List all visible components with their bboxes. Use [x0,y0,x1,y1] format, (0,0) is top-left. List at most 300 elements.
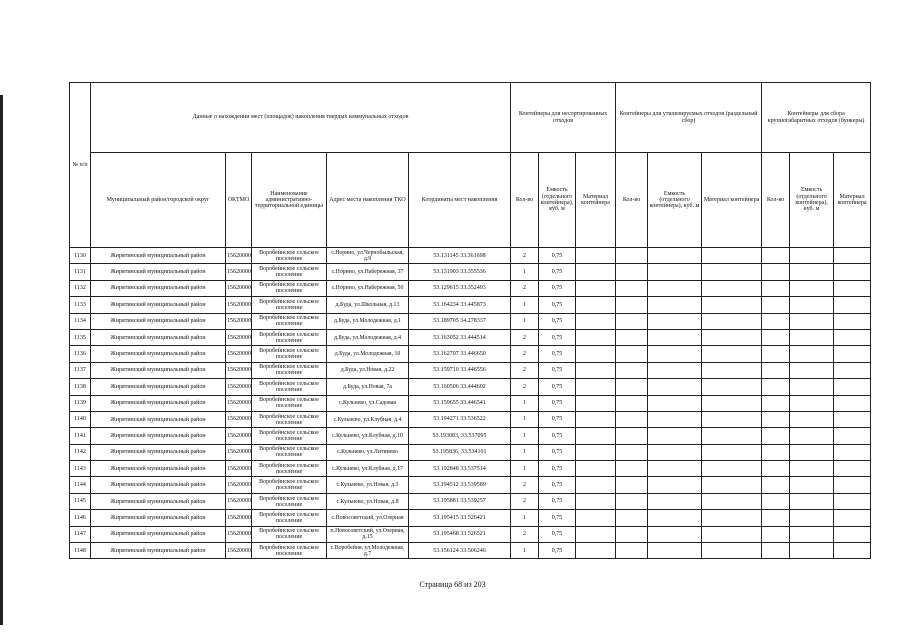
cell-bulky-volume [790,395,834,411]
cell-separate-qty [616,477,648,493]
cell-number: 1139 [70,395,91,411]
cell-bulky-material [834,395,871,411]
cell-oktmo: 15620000 [226,477,252,493]
cell-address: д.Буда, ул.Молодежная, д.1 [327,313,409,329]
col-volume-header: Емкость (отдельного контейнера), куб. м [539,153,576,248]
cell-bulky-qty [762,444,790,460]
cell-admin-unit: Воробейнское сельское поселение [252,395,327,411]
cell-volume: 0,75 [539,362,576,378]
cell-bulky-volume [790,444,834,460]
cell-bulky-material [834,543,871,559]
cell-number: 1130 [70,248,91,264]
cell-separate-qty [616,461,648,477]
cell-separate-volume [648,428,702,444]
cell-number: 1134 [70,313,91,329]
cell-separate-volume [648,313,702,329]
cell-bulky-volume [790,297,834,313]
cell-qty: 1 [511,461,539,477]
cell-coords: 53.162707 33.446650 [409,346,511,362]
cell-material [576,395,616,411]
col-oktmo-header: ОКТМО [226,153,252,248]
cell-municipality: Жирятинский муниципальный район [91,461,226,477]
cell-bulky-volume [790,510,834,526]
cell-separate-material [702,428,762,444]
cell-bulky-qty [762,510,790,526]
cell-address: с.Норино, ул.Набережная, 50 [327,280,409,296]
cell-qty: 1 [511,428,539,444]
cell-bulky-material [834,264,871,280]
cell-admin-unit: Воробейнское сельское поселение [252,362,327,378]
cell-separate-volume [648,543,702,559]
cell-separate-qty [616,346,648,362]
cell-bulky-material [834,493,871,509]
cell-municipality: Жирятинский муниципальный район [91,264,226,280]
cell-address: с.Кульнево, ул.Клубная, д.4 [327,411,409,427]
cell-municipality: Жирятинский муниципальный район [91,493,226,509]
cell-coords: 53.156124 33.506246 [409,543,511,559]
col-number-header: № п/п [70,83,91,248]
cell-bulky-material [834,461,871,477]
cell-separate-qty [616,313,648,329]
cell-coords: 53.160506 33.444602 [409,379,511,395]
cell-separate-volume [648,362,702,378]
cell-municipality: Жирятинский муниципальный район [91,477,226,493]
cell-oktmo: 15620000 [226,444,252,460]
waste-sites-table [69,82,871,559]
cell-separate-qty [616,428,648,444]
group-separate-header: Контейнеры для утилизируемых отходов (раздельный сбор) [616,83,762,153]
cell-oktmo: 15620000 [226,264,252,280]
cell-oktmo: 15620000 [226,526,252,542]
cell-bulky-volume [790,428,834,444]
cell-admin-unit: Воробейнское сельское поселение [252,477,327,493]
cell-qty: 1 [511,313,539,329]
cell-address: с.Кульнево, ул.Садовая [327,395,409,411]
cell-qty: 1 [511,510,539,526]
col-qty-header: Кол-во [762,153,790,248]
col-material-header: Материал контейнера [702,153,762,248]
cell-qty: 2 [511,248,539,264]
cell-volume: 0,75 [539,411,576,427]
cell-separate-volume [648,461,702,477]
cell-admin-unit: Воробейнское сельское поселение [252,346,327,362]
cell-qty: 1 [511,297,539,313]
cell-separate-material [702,362,762,378]
cell-oktmo: 15620000 [226,362,252,378]
cell-volume: 0,75 [539,248,576,264]
cell-separate-material [702,526,762,542]
cell-bulky-material [834,248,871,264]
cell-admin-unit: Воробейнское сельское поселение [252,264,327,280]
cell-separate-qty [616,297,648,313]
group-unsorted-header: Контейнеры для несортированных отходов [511,83,616,153]
cell-volume: 0,75 [539,428,576,444]
cell-qty: 2 [511,526,539,542]
cell-admin-unit: Воробейнское сельское поселение [252,248,327,264]
cell-municipality: Жирятинский муниципальный район [91,526,226,542]
cell-coords: 53.159655 33.446541 [409,395,511,411]
cell-municipality: Жирятинский муниципальный район [91,411,226,427]
col-material-header: Материал контейнера [576,153,616,248]
cell-separate-material [702,329,762,345]
cell-separate-material [702,297,762,313]
cell-separate-material [702,411,762,427]
cell-bulky-material [834,379,871,395]
cell-bulky-qty [762,543,790,559]
cell-bulky-volume [790,493,834,509]
cell-separate-volume [648,411,702,427]
cell-oktmo: 15620000 [226,395,252,411]
cell-coords: 53.195881 33.539257 [409,493,511,509]
cell-admin-unit: Воробейнское сельское поселение [252,329,327,345]
cell-admin-unit: Воробейнское сельское поселение [252,444,327,460]
table-row [70,379,871,395]
cell-material [576,346,616,362]
table-row [70,362,871,378]
cell-admin-unit: Воробейнское сельское поселение [252,297,327,313]
cell-separate-material [702,395,762,411]
cell-number: 1146 [70,510,91,526]
cell-bulky-qty [762,329,790,345]
cell-bulky-qty [762,264,790,280]
cell-volume: 0,75 [539,313,576,329]
cell-oktmo: 15620000 [226,313,252,329]
cell-bulky-qty [762,411,790,427]
cell-separate-qty [616,395,648,411]
cell-bulky-qty [762,461,790,477]
col-admin-unit-header: Наименование административно-территориальной единицы [252,153,327,248]
cell-admin-unit: Воробейнское сельское поселение [252,510,327,526]
cell-number: 1135 [70,329,91,345]
cell-material [576,543,616,559]
cell-oktmo: 15620000 [226,280,252,296]
table-row [70,411,871,427]
table-row [70,428,871,444]
cell-oktmo: 15620000 [226,493,252,509]
cell-material [576,362,616,378]
cell-number: 1144 [70,477,91,493]
cell-separate-qty [616,379,648,395]
table-row [70,477,871,493]
cell-separate-material [702,248,762,264]
cell-bulky-volume [790,280,834,296]
cell-separate-volume [648,477,702,493]
cell-separate-volume [648,395,702,411]
cell-bulky-material [834,329,871,345]
cell-volume: 0,75 [539,477,576,493]
cell-admin-unit: Воробейнское сельское поселение [252,543,327,559]
cell-qty: 1 [511,444,539,460]
cell-address: с.Норино, ул.Набережная, 37 [327,264,409,280]
cell-volume: 0,75 [539,280,576,296]
cell-oktmo: 15620000 [226,297,252,313]
cell-coords: 53.163052 33.444514 [409,329,511,345]
cell-number: 1133 [70,297,91,313]
cell-number: 1141 [70,428,91,444]
cell-separate-volume [648,493,702,509]
col-qty-header: Кол-во [511,153,539,248]
col-municipality-header: Муниципальный район/городской округ [91,153,226,248]
cell-material [576,280,616,296]
cell-address: с.Кульнево, ул.Клубная, д.17 [327,461,409,477]
cell-separate-volume [648,510,702,526]
cell-separate-material [702,510,762,526]
cell-separate-qty [616,280,648,296]
cell-oktmo: 15620000 [226,461,252,477]
cell-admin-unit: Воробейнское сельское поселение [252,493,327,509]
cell-separate-volume [648,280,702,296]
table-row [70,248,871,264]
cell-separate-qty [616,444,648,460]
cell-oktmo: 15620000 [226,379,252,395]
cell-address: с.Норино, ул.Чернобыльская, д.9 [327,248,409,264]
cell-bulky-qty [762,280,790,296]
cell-address: с.Кульнево, ул.Клубная, д.10 [327,428,409,444]
cell-separate-volume [648,264,702,280]
cell-material [576,248,616,264]
cell-coords: 53.192848 33.537514 [409,461,511,477]
cell-bulky-volume [790,248,834,264]
cell-material [576,510,616,526]
cell-bulky-volume [790,526,834,542]
cell-qty: 2 [511,493,539,509]
cell-coords: 53.193083, 33.537095 [409,428,511,444]
cell-volume: 0,75 [539,461,576,477]
cell-qty: 2 [511,329,539,345]
cell-coords: 53.189705 34.278337 [409,313,511,329]
cell-bulky-qty [762,477,790,493]
cell-separate-material [702,493,762,509]
cell-number: 1137 [70,362,91,378]
cell-volume: 0,75 [539,379,576,395]
cell-address: с.Воробейня, ул.Молодежная, д.7 [327,543,409,559]
cell-municipality: Жирятинский муниципальный район [91,543,226,559]
cell-bulky-material [834,280,871,296]
cell-admin-unit: Воробейнское сельское поселение [252,411,327,427]
cell-address: д.Буда, ул.Молодежная, 10 [327,346,409,362]
cell-address: с.Кульнево, ул.Новая, д.3 [327,477,409,493]
cell-volume: 0,75 [539,395,576,411]
cell-bulky-material [834,477,871,493]
cell-oktmo: 15620000 [226,329,252,345]
table-body [70,248,871,559]
cell-municipality: Жирятинский муниципальный район [91,297,226,313]
cell-material [576,379,616,395]
cell-municipality: Жирятинский муниципальный район [91,329,226,345]
cell-bulky-volume [790,379,834,395]
table-row [70,329,871,345]
cell-number: 1143 [70,461,91,477]
cell-bulky-qty [762,346,790,362]
cell-municipality: Жирятинский муниципальный район [91,444,226,460]
page-binding-edge [0,95,3,625]
cell-address: с.Кульнево, ул.Литинево [327,444,409,460]
cell-admin-unit: Воробейнское сельское поселение [252,428,327,444]
cell-bulky-qty [762,313,790,329]
cell-separate-qty [616,510,648,526]
cell-bulky-volume [790,346,834,362]
cell-separate-qty [616,362,648,378]
cell-number: 1138 [70,379,91,395]
cell-separate-material [702,346,762,362]
cell-number: 1136 [70,346,91,362]
col-volume-header: Емкость (отдельного контейнера), куб. м [790,153,834,248]
cell-oktmo: 15620000 [226,248,252,264]
cell-oktmo: 15620000 [226,510,252,526]
cell-admin-unit: Воробейнское сельское поселение [252,280,327,296]
cell-number: 1147 [70,526,91,542]
cell-address: с.Новосоветский, ул.Озерная [327,510,409,526]
table-row [70,510,871,526]
cell-separate-material [702,461,762,477]
cell-coords: 53.195468 33.526521 [409,526,511,542]
cell-separate-volume [648,248,702,264]
table-row [70,313,871,329]
cell-separate-material [702,477,762,493]
cell-number: 1131 [70,264,91,280]
cell-qty: 1 [511,411,539,427]
cell-volume: 0,75 [539,543,576,559]
cell-municipality: Жирятинский муниципальный район [91,428,226,444]
cell-qty: 2 [511,346,539,362]
cell-separate-volume [648,297,702,313]
cell-coords: 53.159710 33.446556 [409,362,511,378]
cell-bulky-material [834,510,871,526]
cell-volume: 0,75 [539,444,576,460]
cell-qty: 2 [511,477,539,493]
cell-bulky-qty [762,362,790,378]
cell-address: д.Буда, ул.Новая, д.22 [327,362,409,378]
cell-separate-qty [616,248,648,264]
cell-separate-volume [648,379,702,395]
cell-material [576,477,616,493]
cell-volume: 0,75 [539,526,576,542]
cell-separate-material [702,280,762,296]
cell-bulky-qty [762,395,790,411]
cell-material [576,461,616,477]
cell-admin-unit: Воробейнское сельское поселение [252,379,327,395]
cell-material [576,264,616,280]
cell-volume: 0,75 [539,346,576,362]
cell-coords: 53.194271 33.536522 [409,411,511,427]
cell-material [576,444,616,460]
group-location-header: Данные о нахождении мест (площадок) накопления твердых коммунальных отходов [91,83,511,153]
cell-separate-volume [648,329,702,345]
cell-volume: 0,75 [539,264,576,280]
cell-bulky-material [834,346,871,362]
cell-qty: 1 [511,264,539,280]
cell-qty: 2 [511,379,539,395]
cell-coords: 53.195415 33.526421 [409,510,511,526]
cell-coords: 53.129615 33.352493 [409,280,511,296]
cell-municipality: Жирятинский муниципальный район [91,362,226,378]
cell-address: д.Буда, ул.Школьная, д.13 [327,297,409,313]
cell-bulky-material [834,428,871,444]
cell-bulky-volume [790,411,834,427]
cell-bulky-volume [790,543,834,559]
cell-municipality: Жирятинский муниципальный район [91,280,226,296]
cell-separate-volume [648,444,702,460]
cell-separate-volume [648,526,702,542]
cell-qty: 1 [511,543,539,559]
cell-separate-qty [616,543,648,559]
group-bulky-header: Контейнеры для сбора крупногабаритных отходов (бункеры) [762,83,871,153]
cell-municipality: Жирятинский муниципальный район [91,248,226,264]
cell-material [576,329,616,345]
cell-bulky-volume [790,477,834,493]
col-coords-header: Координаты мест накопления [409,153,511,248]
col-material-header: Материал контейнера [834,153,871,248]
cell-bulky-material [834,297,871,313]
cell-municipality: Жирятинский муниципальный район [91,379,226,395]
cell-qty: 1 [511,395,539,411]
cell-separate-volume [648,346,702,362]
table-row [70,493,871,509]
cell-number: 1148 [70,543,91,559]
cell-volume: 0,75 [539,329,576,345]
cell-oktmo: 15620000 [226,411,252,427]
table-row [70,297,871,313]
cell-qty: 2 [511,280,539,296]
cell-separate-qty [616,493,648,509]
cell-material [576,428,616,444]
cell-separate-material [702,543,762,559]
table-row [70,543,871,559]
cell-municipality: Жирятинский муниципальный район [91,395,226,411]
cell-material [576,411,616,427]
cell-coords: 53.131903 33.355536 [409,264,511,280]
cell-separate-qty [616,526,648,542]
cell-material [576,297,616,313]
cell-separate-material [702,379,762,395]
cell-number: 1142 [70,444,91,460]
table-row [70,264,871,280]
cell-address: с.Кульнево, ул.Новая, д.8 [327,493,409,509]
table-row [70,461,871,477]
table-row [70,444,871,460]
cell-municipality: Жирятинский муниципальный район [91,510,226,526]
cell-coords: 53.194512 33.539589 [409,477,511,493]
cell-separate-qty [616,264,648,280]
cell-bulky-volume [790,461,834,477]
cell-separate-qty [616,411,648,427]
cell-separate-material [702,313,762,329]
cell-bulky-volume [790,329,834,345]
cell-number: 1132 [70,280,91,296]
cell-coords: 53.131145 33.361698 [409,248,511,264]
cell-oktmo: 15620000 [226,543,252,559]
cell-bulky-material [834,411,871,427]
table-row [70,395,871,411]
cell-address: д.Буда, ул.Молодежная, д.4 [327,329,409,345]
cell-material [576,493,616,509]
cell-address: д.Буда, ул.Новая, 7а [327,379,409,395]
cell-bulky-material [834,313,871,329]
cell-admin-unit: Воробейнское сельское поселение [252,526,327,542]
cell-admin-unit: Воробейнское сельское поселение [252,313,327,329]
cell-address: п.Новосоветский, ул.Озерная, д.15 [327,526,409,542]
cell-material [576,526,616,542]
col-address-header: Адрес места накопления ТКО [327,153,409,248]
cell-bulky-qty [762,493,790,509]
table-row [70,526,871,542]
cell-bulky-material [834,444,871,460]
cell-bulky-qty [762,379,790,395]
table-row [70,280,871,296]
cell-bulky-material [834,526,871,542]
cell-separate-qty [616,329,648,345]
cell-volume: 0,75 [539,297,576,313]
